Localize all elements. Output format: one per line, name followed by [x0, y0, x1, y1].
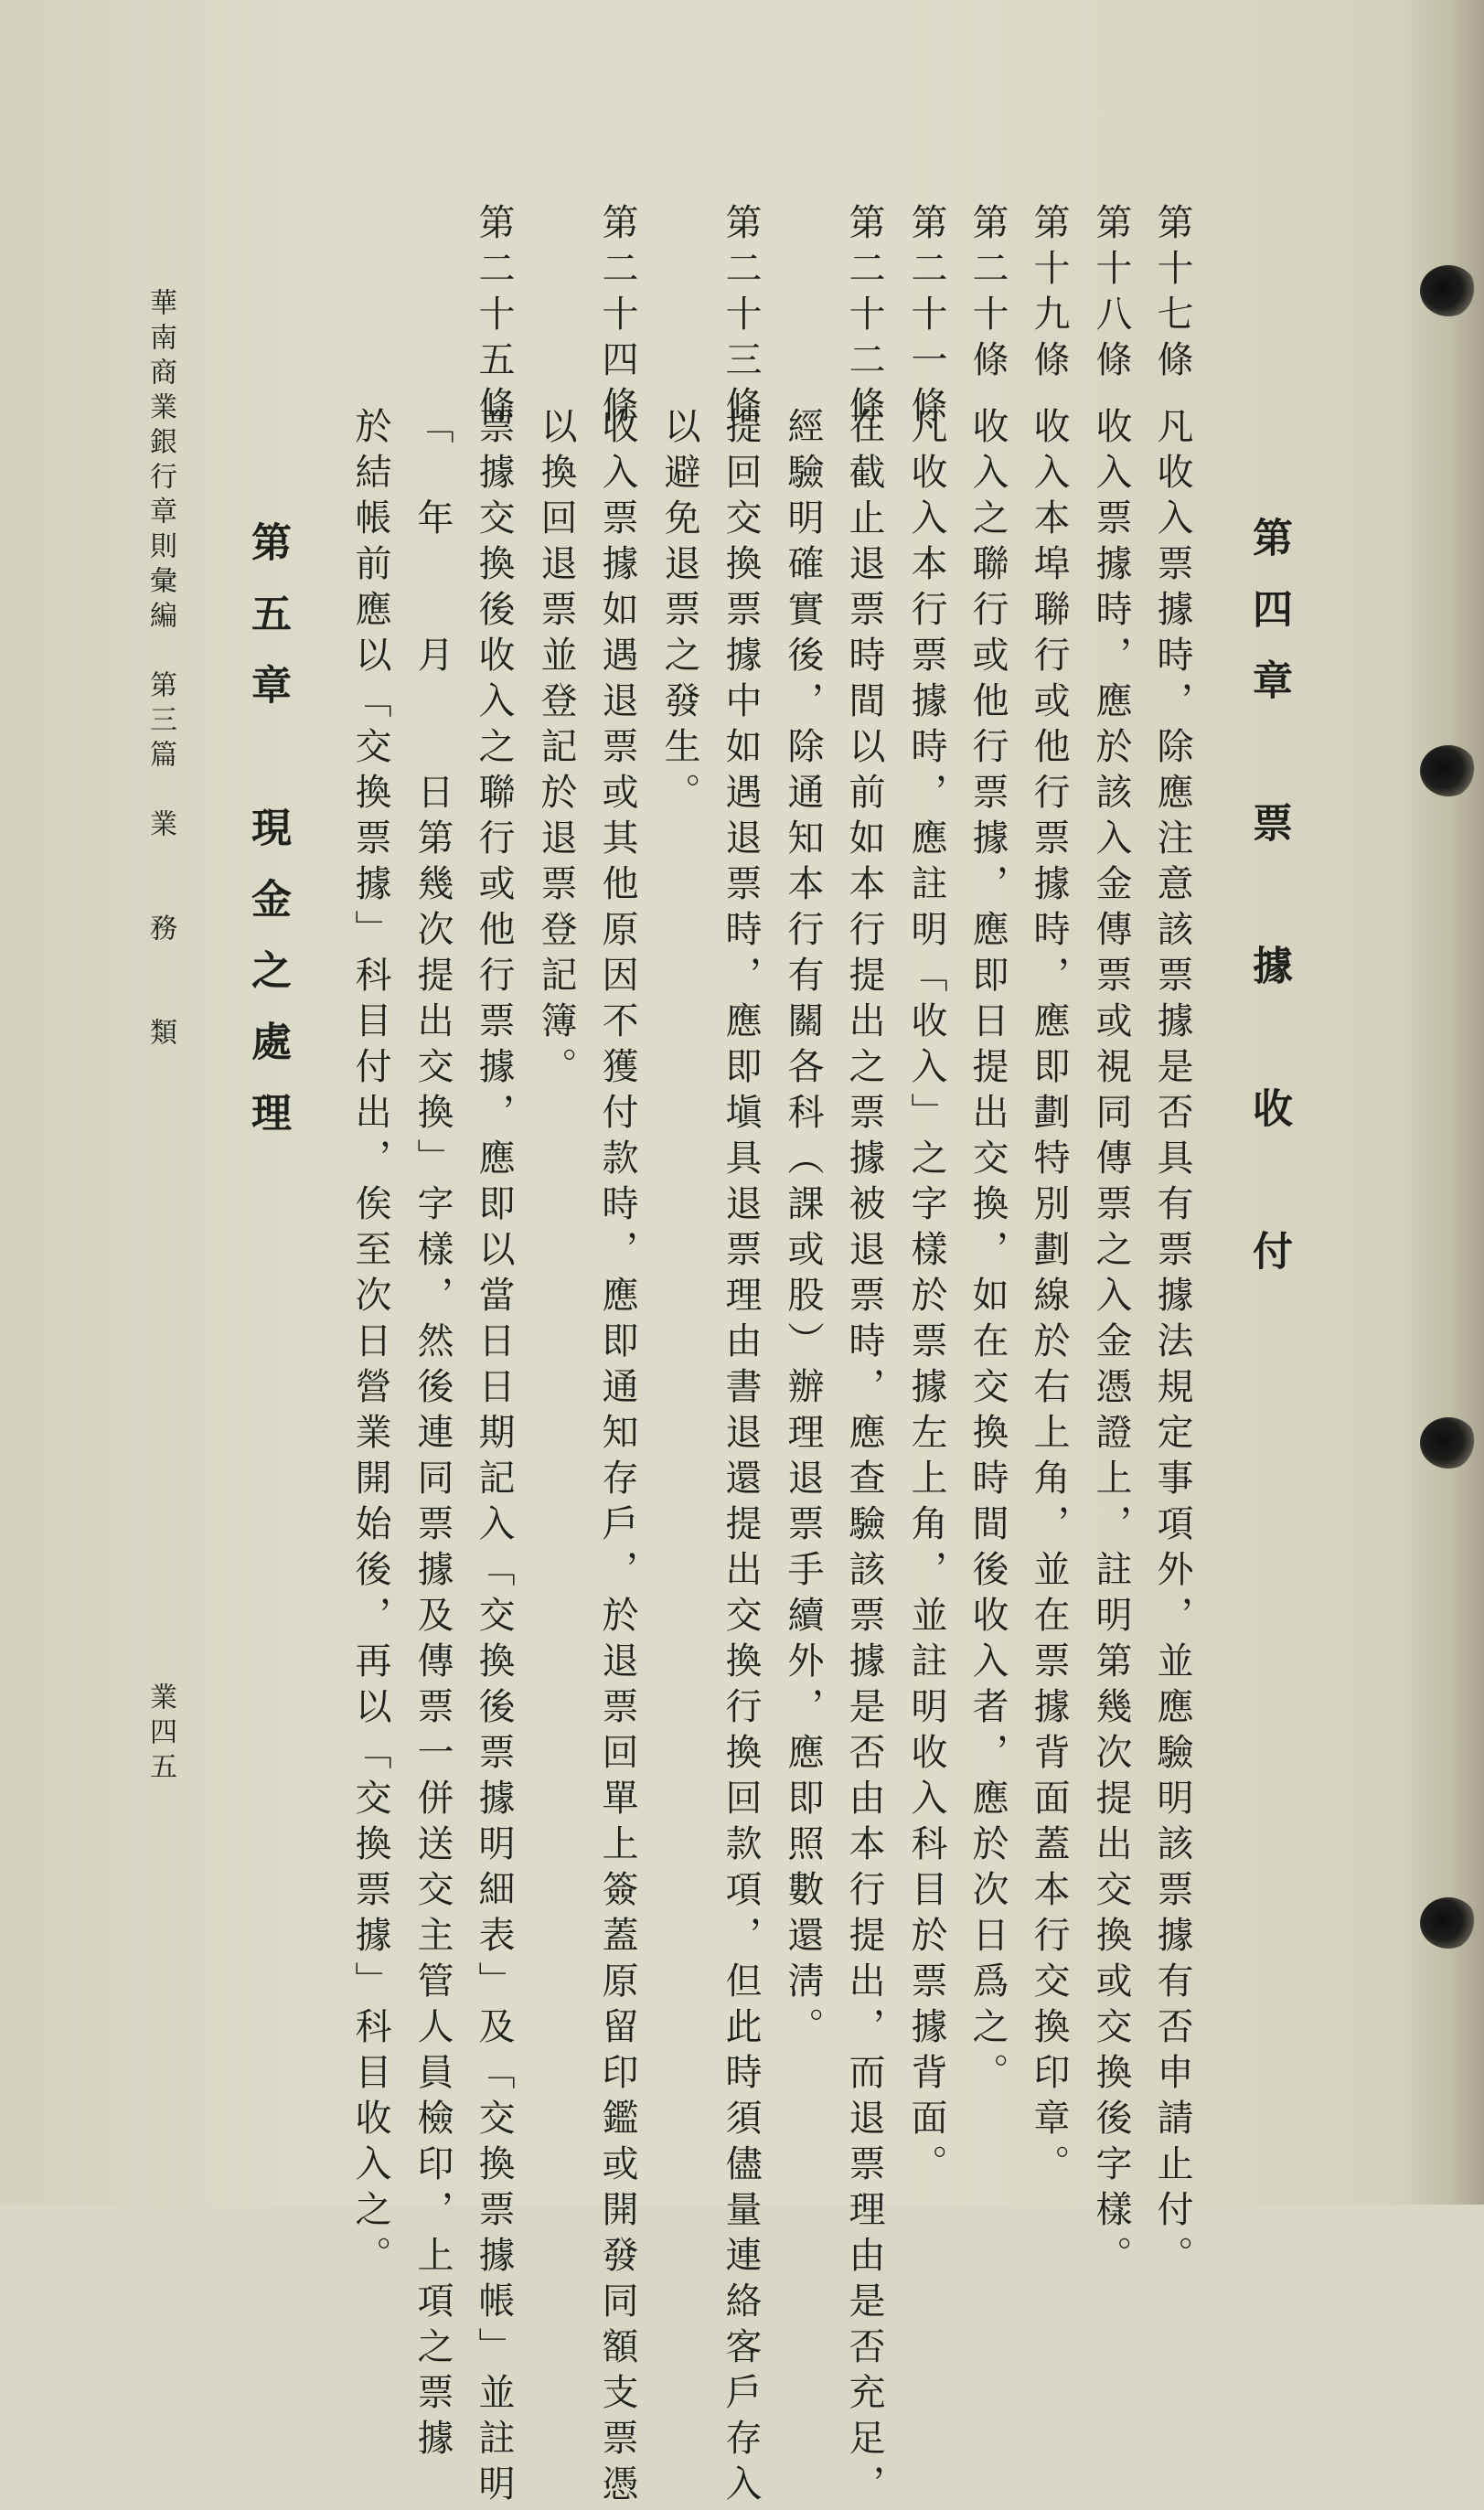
article-19-number: 第十九條 — [1028, 203, 1070, 386]
chapter-5-title: 第五章 現金之處理 — [244, 521, 291, 1163]
binding-hole — [1420, 1417, 1477, 1469]
article-18-text: 收入票據時，應於該入金傳票或視同傳票之入金憑證上，註明第幾次提出交換或交換後字樣。 — [1090, 407, 1132, 2281]
chapter-4-title: 第四章 票 據 收 付 — [1245, 517, 1292, 1301]
article-23-text-line2: 以避免退票之發生。 — [658, 407, 700, 818]
article-17-number: 第十七條 — [1151, 203, 1193, 386]
binding-hole — [1420, 265, 1477, 316]
book-footer-title: 華南商業銀行章則彙編 第三篇 業 務 類 — [144, 288, 176, 1052]
page-number: 業四五 — [144, 1682, 176, 1787]
article-22-text-line1: 在截止退票時間以前如本行提出之票據被退票時，應查驗該票據是否由本行提出，而退票理由是否充足， — [843, 407, 885, 2510]
article-21-text: 凡收入本行票據時，應註明「收入」之字樣於票據左上角，並註明收入科目於票據背面。 — [905, 407, 947, 2190]
article-17-text: 凡收入票據時，除應注意該票據是否具有票據法規定事項外，並應驗明該票據有否申請止付。 — [1151, 407, 1193, 2281]
article-20-text: 收入之聯行或他行票據，應即日提出交換，如在交換時間後收入者，應於次日爲之。 — [966, 407, 1009, 2099]
article-23-number: 第二十三條 — [720, 203, 762, 432]
binding-hole — [1420, 1897, 1477, 1949]
article-25-text-line3: 於結帳前應以「交換票據」科目付出，俟至次日營業開始後，再以「交換票據」科目收入之。 — [349, 407, 391, 2281]
article-22-text-line2: 經驗明確實後，除通知本行有關各科（課或股）辦理退票手續外，應即照數還淸。 — [782, 407, 824, 2053]
binding-edge — [1402, 0, 1484, 2205]
article-19-text: 收入本埠聯行或他行票據時，應即劃特別劃線於右上角，並在票據背面蓋本行交換印章。 — [1028, 407, 1070, 2190]
article-25-text-line2: 「 年 月 日第幾次提出交換」字樣，然後連同票據及傳票一併送交主管人員檢印，上項之票據 — [411, 407, 454, 2464]
article-20-number: 第二十條 — [966, 203, 1009, 386]
article-22-number: 第二十二條 — [843, 203, 885, 432]
article-23-text-line1: 提回交換票據中如遇退票時，應即塡具退票理由書退還提出交換行換回款項，但此時須儘量連絡客戶存入 — [720, 407, 762, 2510]
article-24-text-line1: 收入票據如遇退票或其他原因不獲付款時，應即通知存戶，於退票回單上簽蓋原留印鑑或開發同額支票憑 — [596, 407, 638, 2510]
article-18-number: 第十八條 — [1090, 203, 1132, 386]
article-24-text-line2: 以換回退票並登記於退票登記簿。 — [535, 407, 577, 1093]
binding-hole — [1420, 745, 1477, 796]
article-25-number: 第二十五條 — [473, 203, 515, 432]
article-25-text-line1: 票據交換後收入之聯行或他行票據，應即以當日日期記入「交換後票據明細表」及「交換票據帳」並註明 — [473, 407, 515, 2510]
article-24-number: 第二十四條 — [596, 203, 638, 432]
article-21-number: 第二十一條 — [905, 203, 947, 432]
